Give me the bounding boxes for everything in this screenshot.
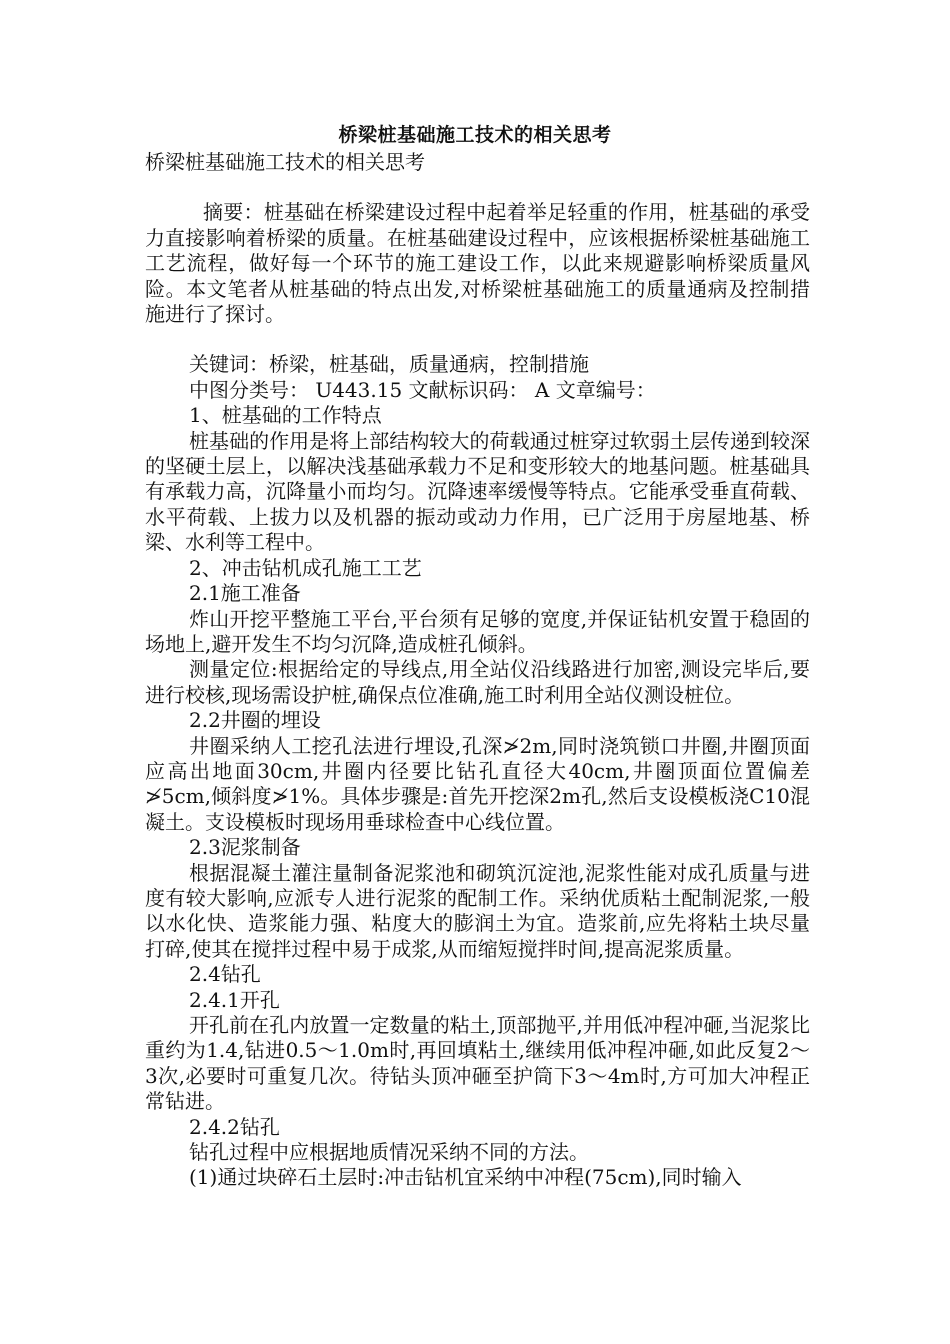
document-body — [145, 150, 810, 1191]
section-1-paragraph: 桩基础的作用是将上部结构较大的荷载通过桩穿过软弱土层传递到较深的坚硬土层上，以解决浅基础承载力不足和变形较大的地基问题。桩基础具有承载力高，沉降量小而均匀。沉降速率缓慢等特点。它能承受垂直荷载、水平荷载、上拔力以及机器的振动或动力作用，已广泛用于房屋地基、桥梁、水利等工程中。 — [145, 428, 810, 555]
document-title: 桥梁桩基础施工技术的相关思考 — [338, 124, 612, 146]
section-2-3-heading: 2.3泥浆制备 — [189, 835, 301, 860]
keywords-line: 关键词：桥梁，桩基础，质量通病，控制措施 — [189, 352, 589, 377]
section-2-4-heading: 2.4钻孔 — [189, 962, 261, 987]
section-2-heading: 2、冲击钻机成孔施工工艺 — [189, 555, 422, 580]
spacer — [145, 175, 810, 200]
section-2-3-paragraph: 根据混凝土灌注量制备泥浆池和砌筑沉淀池,泥浆性能对成孔质量与进度有较大影响,应派专人进行泥浆的配制工作。采纳优质粘土配制泥浆,一般以水化快、造浆能力强、粘度大的膨润土为宜。造浆前,应先将粘土块尽量打碎,使其在搅拌过程中易于成浆,从而缩短搅拌时间,提高泥浆质量。 — [145, 860, 810, 961]
section-2-4-2-item-1: (1)通过块碎石土层时:冲击钻机宜采纳中冲程(75cm),同时输入 — [189, 1165, 742, 1190]
section-2-4-2-heading: 2.4.2钻孔 — [189, 1114, 280, 1139]
section-2-1-heading: 2.1施工准备 — [189, 581, 301, 606]
section-2-4-2-paragraph: 钻孔过程中应根据地质情况采纳不同的方法。 — [189, 1140, 589, 1165]
spacer — [145, 327, 810, 352]
section-2-1-paragraph-2: 测量定位:根据给定的导线点,用全站仪沿线路进行加密,测设完毕后,要进行校核,现场需设护桩,确保点位准确,施工时利用全站仪测设桩位。 — [145, 657, 810, 707]
section-2-1-paragraph-1: 炸山开挖平整施工平台,平台须有足够的宽度,并保证钻机安置于稳固的场地上,避开发生不均匀沉降,造成桩孔倾斜。 — [145, 606, 810, 656]
classification-line: 中图分类号： U443.15 文献标识码： A 文章编号： — [189, 377, 656, 402]
section-2-4-1-paragraph: 开孔前在孔内放置一定数量的粘土,顶部抛平,并用低冲程冲砸,当泥浆比重约为1.4,钻进0.5～1.0m时,再回填粘土,继续用低冲程冲砸,如此反复2～3次,必要时可重复几次。待钻头顶冲砸至护筒下3～4m时,方可加大冲程正常钻进。 — [145, 1013, 810, 1114]
section-2-2-heading: 2.2井圈的埋设 — [189, 708, 321, 733]
section-1-heading: 1、桩基础的工作特点 — [189, 403, 382, 428]
abstract-paragraph: 摘要：桩基础在桥梁建设过程中起着举足轻重的作用，桩基础的承受力直接影响着桥梁的质量。在桩基础建设过程中，应该根据桥梁桩基础施工工艺流程，做好每一个环节的施工建设工作，以此来规避影响桥梁质量风险。本文笔者从桩基础的特点出发,对桥梁桩基础施工的质量通病及控制措施进行了探讨。 — [145, 200, 810, 327]
section-2-4-1-heading: 2.4.1开孔 — [189, 987, 280, 1012]
document-subtitle: 桥梁桩基础施工技术的相关思考 — [145, 150, 425, 174]
section-2-2-paragraph: 井圈采纳人工挖孔法进行埋设,孔深≯2m,同时浇筑锁口井圈,井圈顶面应高出地面30cm,井圈内径要比钻孔直径大40cm,井圈顶面位置偏差≯5cm,倾斜度≯1%。具体步骤是:首先开挖深2m孔,然后支设模板浇C10混凝土。支设模板时现场用垂球检查中心线位置。 — [145, 733, 810, 834]
